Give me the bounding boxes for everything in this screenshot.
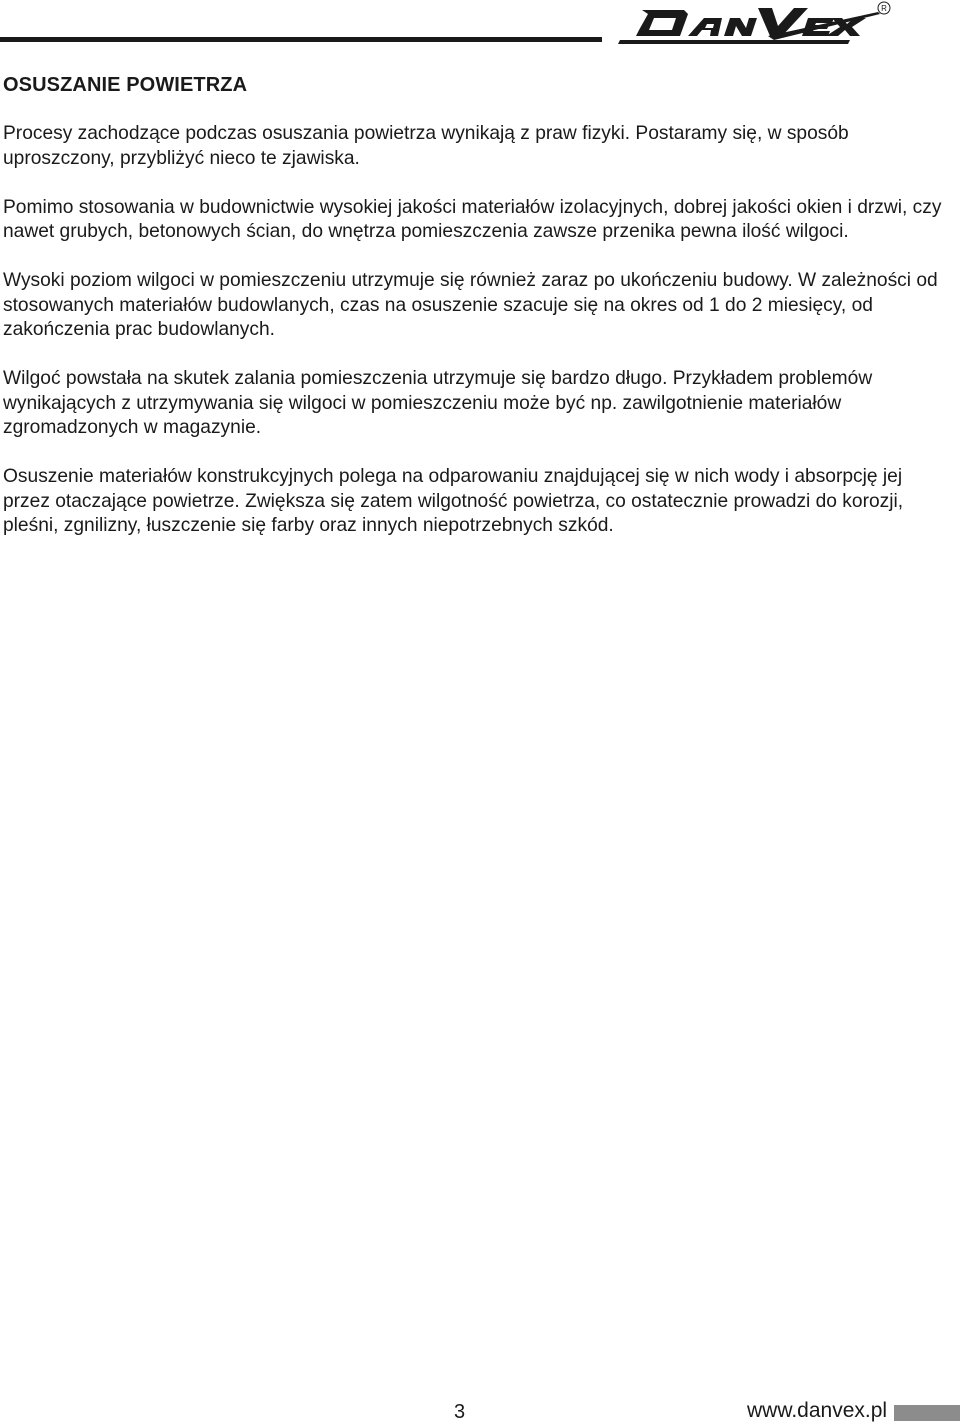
danvex-logo	[618, 0, 898, 48]
document-body	[3, 122, 943, 563]
paragraph: Wysoki poziom wilgoci w pomieszczeniu utrzymuje się również zaraz po ukończeniu budowy. W zależności od stosowanych materiałów budowlanych, czas na osuszenie szacuje się na okres od 1 do 2 miesięcy, od zakończenia prac budowlanych.	[3, 270, 938, 340]
page-title: OSUSZANIE POWIETRZA	[3, 74, 248, 96]
danvex-logo-graphic	[618, 0, 898, 48]
paragraph: Pomimo stosowania w budownictwie wysokiej jakości materiałów izolacyjnych, dobrej jakości okien i drzwi, czy nawet grubych, betonowych ścian, do wnętrza pomieszczenia zawsze przenika pewna ilość wilgoci.	[3, 196, 942, 242]
paragraph: Osuszenie materiałów konstrukcyjnych polega na odparowaniu znajdującej się w nich wody i absorpcję jej przez otaczające powietrze. Zwiększa się zatem wilgotność powietrza, co ostatecznie prowadzi do korozji, pleśni, zgnilizny, łuszczenie się farby oraz innych niepotrzebnych szkód.	[3, 466, 904, 536]
footer-url: www.danvex.pl	[747, 1399, 888, 1422]
page-number: 3	[454, 1401, 466, 1423]
paragraph: Procesy zachodzące podczas osuszania powietrza wynikają z praw fizyki. Postaramy się, w sposób uproszczony, przybliżyć nieco te zjawiska.	[3, 123, 849, 169]
registered-mark: R	[881, 4, 887, 13]
paragraph: Wilgoć powstała na skutek zalania pomieszczenia utrzymuje się bardzo długo. Przykładem problemów wynikających z utrzymywania się wilgoci w pomieszczeniu może być np. zawilgotnienie materiałów zgromadzonych w magazynie.	[3, 368, 873, 438]
footer-bar	[894, 1405, 960, 1421]
header-rule	[0, 37, 602, 42]
